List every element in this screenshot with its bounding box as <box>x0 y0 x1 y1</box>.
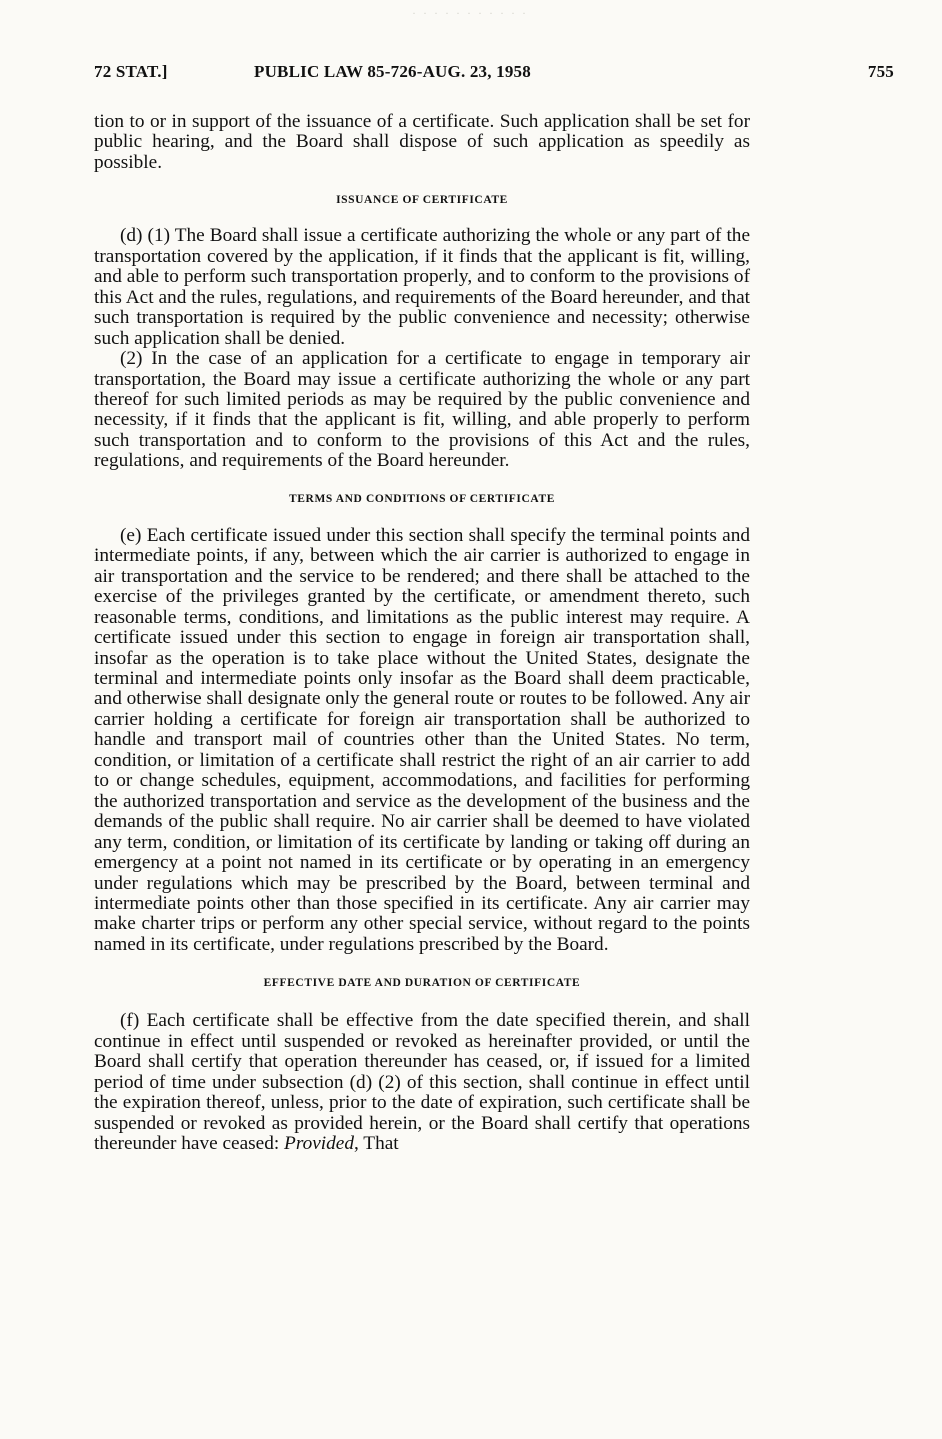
proviso-word: Provided <box>284 1133 355 1155</box>
paragraph-d2: (2) In the case of an application for a certificate to engage in temporary air transportation, the Board may issue a certificate authorizing the whole or any part thereof for such limited periods as may be required by the public convenience and necessity, if it finds that the applicant is fit, willing, and able properly to perform such transportation and to conform to the provisions of this Act and the rules, regulations, and requirements of the Board hereunder. <box>94 348 750 472</box>
header-title: PUBLIC LAW 85-726-AUG. 23, 1958 <box>254 62 531 81</box>
body-text <box>94 112 750 1154</box>
paragraph-f <box>94 1011 750 1154</box>
paragraph-continuation: tion to or in support of the issuance of a certificate. Such application shall be set for public hearing, and the Board shall dispose of such application as speedily as possible. <box>94 111 750 173</box>
running-header <box>94 62 894 86</box>
statute-volume: 72 STAT.] <box>94 62 168 81</box>
section-heading-effective-date: EFFECTIVE DATE AND DURATION OF CERTIFICATE <box>263 977 581 990</box>
section-heading-issuance: ISSUANCE OF CERTIFICATE <box>336 194 508 207</box>
section-heading-terms: TERMS AND CONDITIONS OF CERTIFICATE <box>289 492 555 505</box>
top-margin-fragment: · · · · · · · · · · · <box>412 6 528 20</box>
paragraph-e: (e) Each certificate issued under this section shall specify the terminal points and intermediate points, if any, between which the air carrier is authorized to engage in air transportation and the service to be rendered; and there shall be attached to the exercise of the privileges granted by the certificate, or amendment thereto, such reasonable terms, conditions, and limitations as the public interest may require. A certificate issued under this section to engage in foreign air transportation shall, insofar as the operation is to take place without the United States, designate the terminal and intermediate points only insofar as the Board shall deem practicable, and otherwise shall designate only the general route or routes to be followed. Any air carrier holding a certificate for foreign air transportation shall be authorized to handle and transport mail of countries other than the United States. No term, condition, or limitation of a certificate shall restrict the right of an air carrier to add to or change schedules, equipment, accommodations, and facilities for performing the authorized transportation and service as the development of the business and the demands of the public shall require. No air carrier shall be deemed to have violated any term, condition, or limitation of its certificate by landing or taking off during an emergency at a point not named in its certificate or by operating in an emergency under regulations which may be prescribed by the Board, between terminal and intermediate points other than those specified in its certificate. Any air carrier may make charter trips or perform any other special service, without regard to the points named in its certificate, under regulations prescribed by the Board. <box>94 524 750 955</box>
paragraph-f-text: (f) Each certificate shall be effective from the date specified therein, and shall continue in effect until suspended or revoked as hereinafter provided, or until the Board shall certify that operation thereunder has ceased, or, if issued for a limited period of time under subsection (d) (2) of this section, shall continue in effect until the expiration thereof, unless, prior to the date of expiration, such certificate shall be suspended or revoked as provided herein, or the Board shall certify that operations thereunder have ceased: <box>94 1010 750 1155</box>
paragraph-d1: (d) (1) The Board shall issue a certificate authorizing the whole or any part of the transportation covered by the application, if it finds that the applicant is fit, willing, and able to perform such transportation properly, and to conform to the provisions of this Act and the rules, regulations, and requirements of the Board hereunder, and that such transportation is required by the public convenience and necessity; otherwise such application shall be denied. <box>94 225 750 349</box>
paragraph-f-tail: , That <box>354 1133 399 1155</box>
page-number: 755 <box>867 62 894 81</box>
